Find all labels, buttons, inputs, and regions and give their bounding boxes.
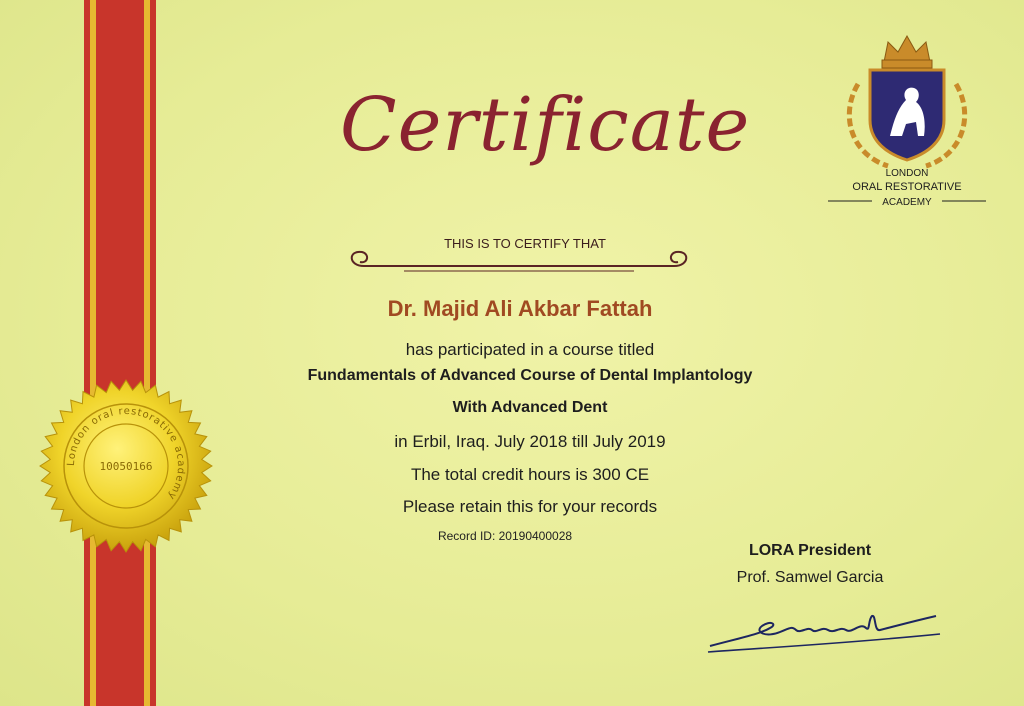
recipient-name: Dr. Majid Ali Akbar Fattah [387, 296, 653, 321]
logo-line-academy: ACADEMY [882, 197, 932, 208]
logo-line-london: LONDON [885, 168, 929, 179]
signature-icon [700, 598, 950, 668]
academy-logo [828, 24, 986, 208]
crown-icon [882, 36, 932, 68]
logo-line-oral-restorative: ORAL RESTORATIVE [852, 181, 962, 193]
gold-seal-icon [36, 376, 216, 556]
location-dates: in Erbil, Iraq. July 2018 till July 2019 [394, 432, 666, 451]
signatory-name: Prof. Samwel Garcia [736, 569, 884, 586]
seal-serial: 10050166 [99, 460, 153, 473]
participation-text: has participated in a course titled [405, 340, 655, 359]
record-id: Record ID: 20190400028 [437, 529, 573, 543]
credit-hours: The total credit hours is 300 CE [410, 465, 650, 484]
seal-ring-text: London oral restorative academy [65, 405, 187, 502]
course-title-line1: Fundamentals of Advanced Course of Dental Implantology [307, 367, 753, 384]
certificate-title: Certificate [340, 82, 751, 168]
signatory-title: LORA President [748, 542, 872, 559]
certify-intro: THIS IS TO CERTIFY THAT [444, 236, 606, 251]
ribbon-stripe [84, 0, 156, 706]
retain-note: Please retain this for your records [402, 497, 658, 516]
course-title-line2: With Advanced Dent [452, 399, 608, 416]
lion-shield-icon [870, 70, 944, 160]
